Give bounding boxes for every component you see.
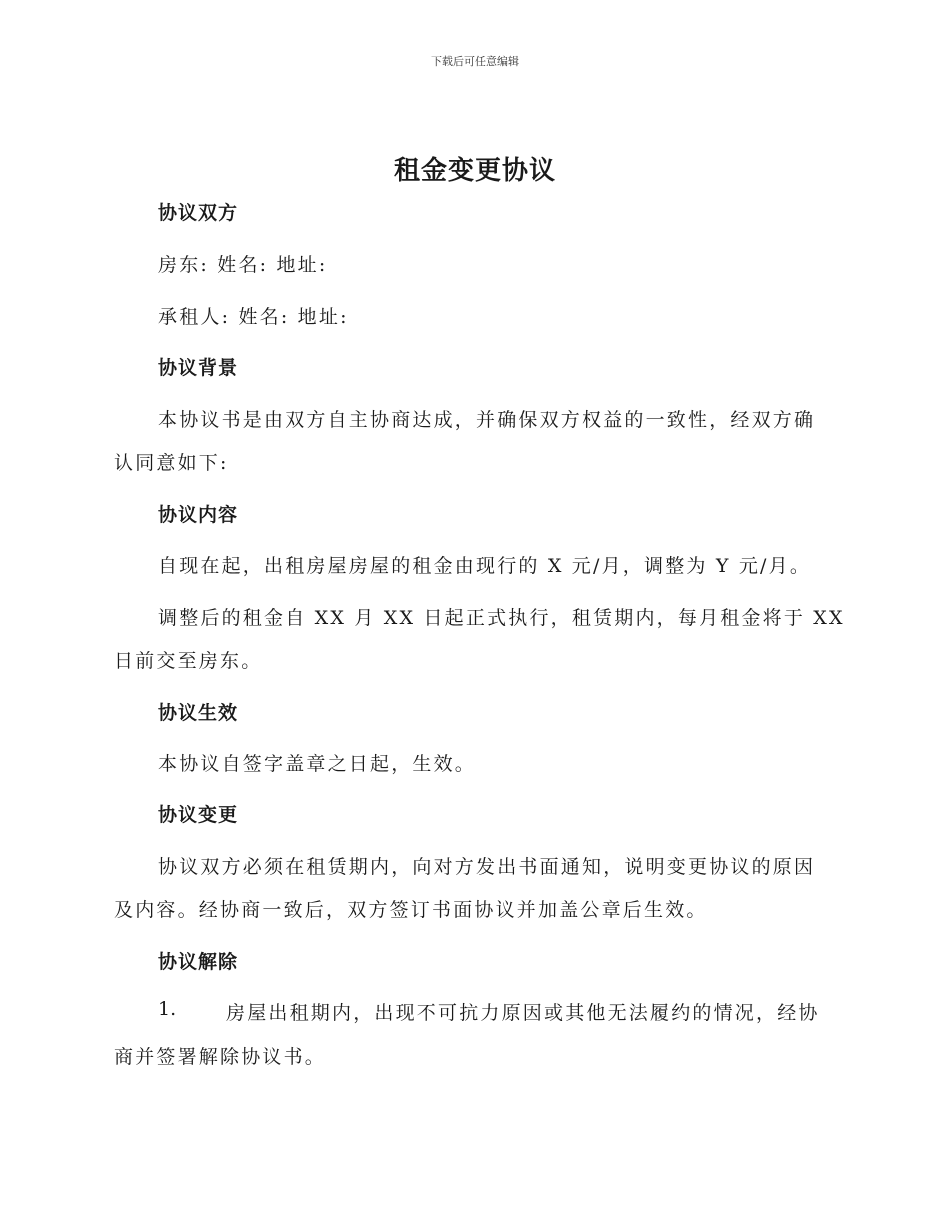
section-heading-effective: 协议生效 bbox=[158, 702, 239, 724]
section-heading-parties: 协议双方 bbox=[158, 202, 239, 224]
change-text-line-2: 及内容。经协商一致后，双方签订书面协议并加盖公章后生效。 bbox=[114, 899, 708, 921]
effective-paragraph: 本协议自签字盖章之日起，生效。 bbox=[158, 753, 477, 775]
tenant-line: 承租人: 姓名: 地址: bbox=[158, 306, 349, 328]
content-paragraph-2-line-2: 日前交至房东。 bbox=[114, 650, 263, 672]
header-note: 下载后可任意编辑 bbox=[431, 55, 519, 68]
termination-item-line-2: 商并签署解除协议书。 bbox=[114, 1046, 327, 1068]
landlord-line: 房东: 姓名: 地址: bbox=[158, 254, 328, 276]
change-text-line-1: 协议双方必须在租赁期内，向对方发出书面通知，说明变更协议的原因 bbox=[158, 856, 816, 878]
document-title: 租金变更协议 bbox=[393, 156, 556, 186]
termination-item-line-1: 房屋出租期内，出现不可抗力原因或其他无法履约的情况，经协 bbox=[226, 1002, 820, 1024]
content-paragraph-1: 自现在起，出租房屋房屋的租金由现行的 X 元/月，调整为 Y 元/月。 bbox=[158, 555, 812, 577]
section-heading-content: 协议内容 bbox=[158, 504, 239, 526]
content-paragraph-2-line-1: 调整后的租金自 XX 月 XX 日起正式执行，租赁期内，每月租金将于 XX bbox=[158, 607, 845, 629]
background-text-line-1: 本协议书是由双方自主协商达成，并确保双方权益的一致性，经双方确 bbox=[158, 409, 816, 431]
background-text-line-2: 认同意如下: bbox=[114, 452, 229, 474]
section-heading-change: 协议变更 bbox=[158, 804, 239, 826]
termination-item-number: 1. bbox=[158, 998, 177, 1020]
section-heading-background: 协议背景 bbox=[158, 357, 239, 379]
section-heading-termination: 协议解除 bbox=[158, 951, 239, 973]
